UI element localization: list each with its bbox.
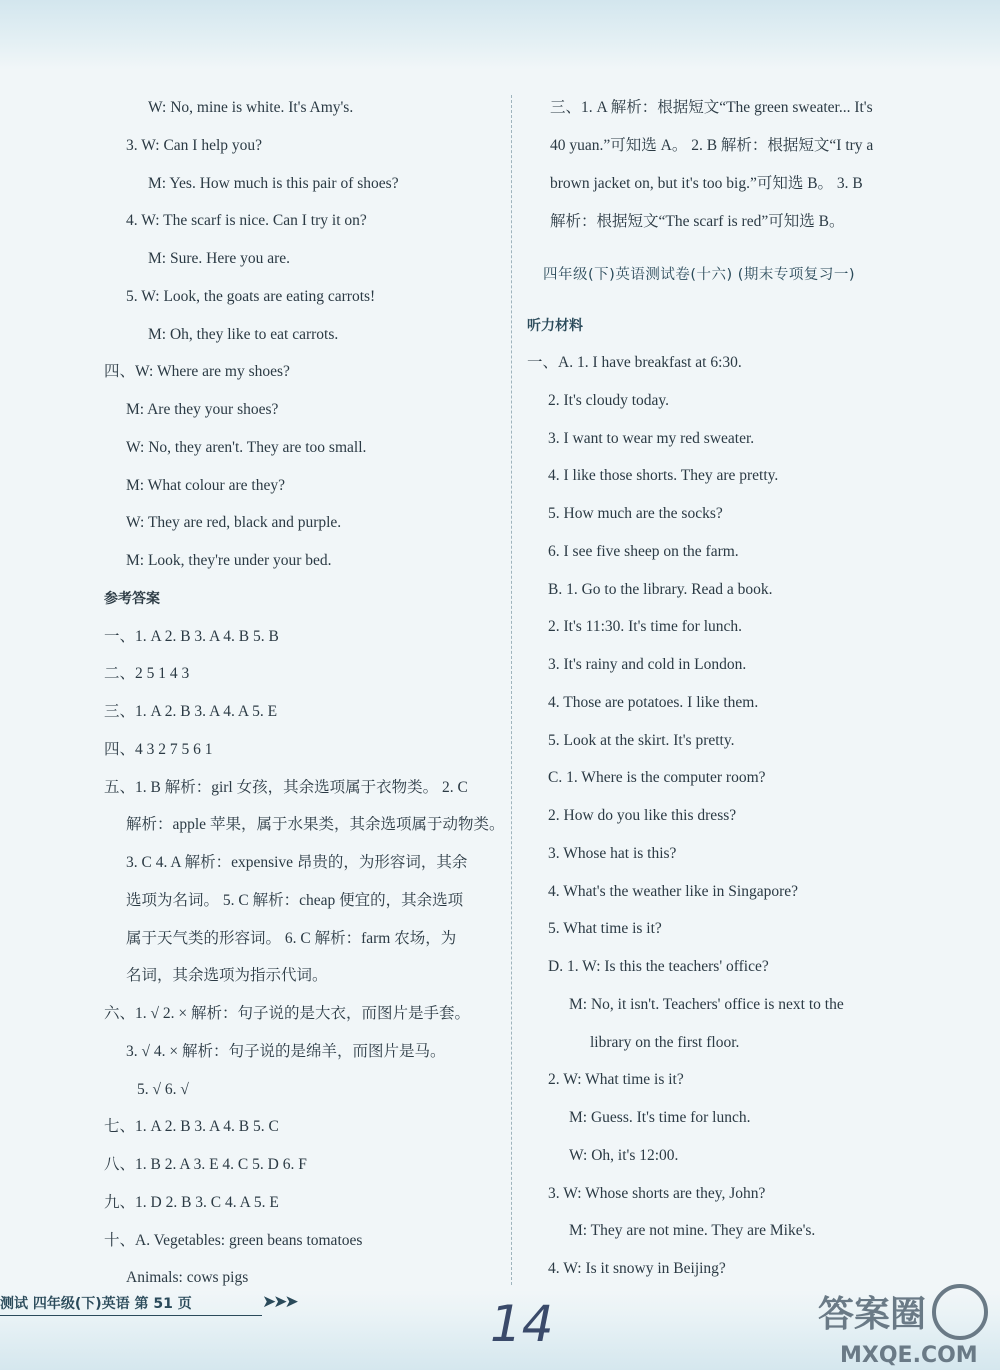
- text-line: W: No, mine is white. It's Amy's.: [148, 99, 354, 116]
- text-line: 4. Those are potatoes. I like them.: [548, 693, 759, 711]
- text-line: W: No, they aren't. They are too small.: [126, 438, 367, 456]
- text-line: 3. W: Can I help you?: [126, 136, 263, 154]
- footer-label: 测试 四年级(下)英语 第 51 页: [0, 1296, 192, 1312]
- text-line: 5. Look at the skirt. It's pretty.: [548, 731, 735, 749]
- text-line: 2. How do you like this dress?: [548, 807, 737, 824]
- text-line: 参考答案: [104, 590, 160, 607]
- top-decorative-band: [0, 0, 1000, 70]
- text-line: 2. It's cloudy today.: [548, 391, 670, 409]
- text-line: 名词，其余选项为指示代词。: [126, 967, 328, 985]
- text-line: 40 yuan.”可知选 A。 2. B 解析：根据短文“I try a: [550, 137, 874, 154]
- text-line: 四、W: Where are my shoes?: [104, 363, 290, 381]
- text-line: M: Oh, they like to eat carrots.: [148, 325, 339, 343]
- page-footer: [0, 1293, 192, 1317]
- text-line: M: Are they your shoes?: [126, 401, 279, 418]
- text-line: 5. How much are the socks?: [548, 505, 723, 522]
- text-line: 2. It's 11:30. It's time for lunch.: [548, 618, 742, 636]
- text-line: M: Guess. It's time for lunch.: [569, 1109, 751, 1126]
- text-line: 3. √ 4. × 解析：句子说的是绵羊，而图片是马。: [126, 1042, 446, 1060]
- text-line: 八、1. B 2. A 3. E 4. C 5. D 6. F: [104, 1156, 307, 1173]
- text-line: M: Yes. How much is this pair of shoes?: [148, 174, 399, 192]
- logo-url-text: MXQE.COM: [840, 1343, 978, 1368]
- column-divider: [511, 95, 512, 1285]
- text-line: M: No, it isn't. Teachers' office is next to the: [569, 995, 844, 1013]
- text-line: 5. W: Look, the goats are eating carrots!: [126, 287, 376, 305]
- text-line: W: Oh, it's 12:00.: [569, 1146, 679, 1164]
- text-line: 解析：根据短文“The scarf is red”可知选 B。: [550, 213, 845, 230]
- text-line: 4. I like those shorts. They are pretty.: [548, 467, 779, 485]
- handwritten-page-number: 14: [490, 1295, 554, 1353]
- text-line: 十、A. Vegetables: green beans tomatoes: [104, 1231, 363, 1249]
- text-line: 九、1. D 2. B 3. C 4. A 5. E: [104, 1193, 279, 1211]
- text-line: 七、1. A 2. B 3. A 4. B 5. C: [104, 1118, 279, 1136]
- text-line: M: Look, they're under your bed.: [126, 552, 332, 569]
- text-line: 六、1. √ 2. × 解析：句子说的是大衣，而图片是手套。: [104, 1005, 470, 1022]
- text-line: 3. It's rainy and cold in London.: [548, 656, 747, 673]
- text-line: 2. W: What time is it?: [548, 1071, 684, 1089]
- text-line: 二、2 5 1 4 3: [104, 665, 190, 683]
- text-line: C. 1. Where is the computer room?: [548, 769, 766, 787]
- text-line: 3. Whose hat is this?: [548, 844, 677, 862]
- text-line: 4. W: The scarf is nice. Can I try it on?: [126, 212, 367, 230]
- text-line: B. 1. Go to the library. Read a book.: [548, 580, 773, 598]
- text-line: 3. C 4. A 解析：expensive 昂贵的，为形容词，其余: [126, 854, 468, 871]
- text-line: M: What colour are they?: [126, 476, 285, 494]
- text-line: M: Sure. Here you are.: [148, 250, 291, 267]
- logo-chars: 答案圈: [818, 1294, 927, 1335]
- text-line: M: They are not mine. They are Mike's.: [569, 1222, 816, 1240]
- text-line: 三、1. A 解析：根据短文“The green sweater... It's: [550, 99, 873, 116]
- footer-underline: [0, 1315, 262, 1316]
- text-line: 一、1. A 2. B 3. A 4. B 5. B: [104, 627, 279, 645]
- arrow-decoration-icon: ➤➤➤: [262, 1292, 296, 1311]
- text-line: Animals: cows pigs: [126, 1269, 249, 1287]
- site-watermark-logo: [810, 1280, 990, 1368]
- text-line: 三、1. A 2. B 3. A 4. A 5. E: [104, 703, 278, 720]
- text-line: 3. W: Whose shorts are they, John?: [548, 1184, 766, 1202]
- text-line: W: They are red, black and purple.: [126, 514, 342, 532]
- test-title: 四年级(下)英语测试卷(十六) (期末专项复习一): [543, 267, 856, 283]
- text-line: 6. I see five sheep on the farm.: [548, 542, 739, 560]
- text-line: 一、A. 1. I have breakfast at 6:30.: [527, 354, 742, 371]
- text-line: 4. W: Is it snowy in Beijing?: [548, 1260, 726, 1277]
- logo-circle-icon: [934, 1286, 986, 1338]
- listening-heading: 听力材料: [527, 318, 583, 334]
- text-line: D. 1. W: Is this the teachers' office?: [548, 958, 769, 975]
- text-line: 4. What's the weather like in Singapore?: [548, 882, 798, 900]
- text-line: 5. √ 6. √: [137, 1080, 189, 1098]
- text-line: 5. What time is it?: [548, 920, 662, 938]
- text-line: library on the first floor.: [590, 1033, 740, 1051]
- text-line: 选项为名词。 5. C 解析：cheap 便宜的，其余选项: [126, 891, 464, 909]
- text-line: 解析：apple 苹果，属于水果类，其余选项属于动物类。: [126, 816, 505, 834]
- text-line: 3. I want to wear my red sweater.: [548, 429, 755, 447]
- text-line: 属于天气类的形容词。 6. C 解析：farm 农场，为: [126, 929, 457, 947]
- text-line: 四、4 3 2 7 5 6 1: [104, 740, 213, 758]
- text-line: 五、1. B 解析：girl 女孩，其余选项属于衣物类。 2. C: [104, 778, 468, 796]
- text-line: brown jacket on, but it's too big.”可知选 B。 3. B: [550, 175, 863, 192]
